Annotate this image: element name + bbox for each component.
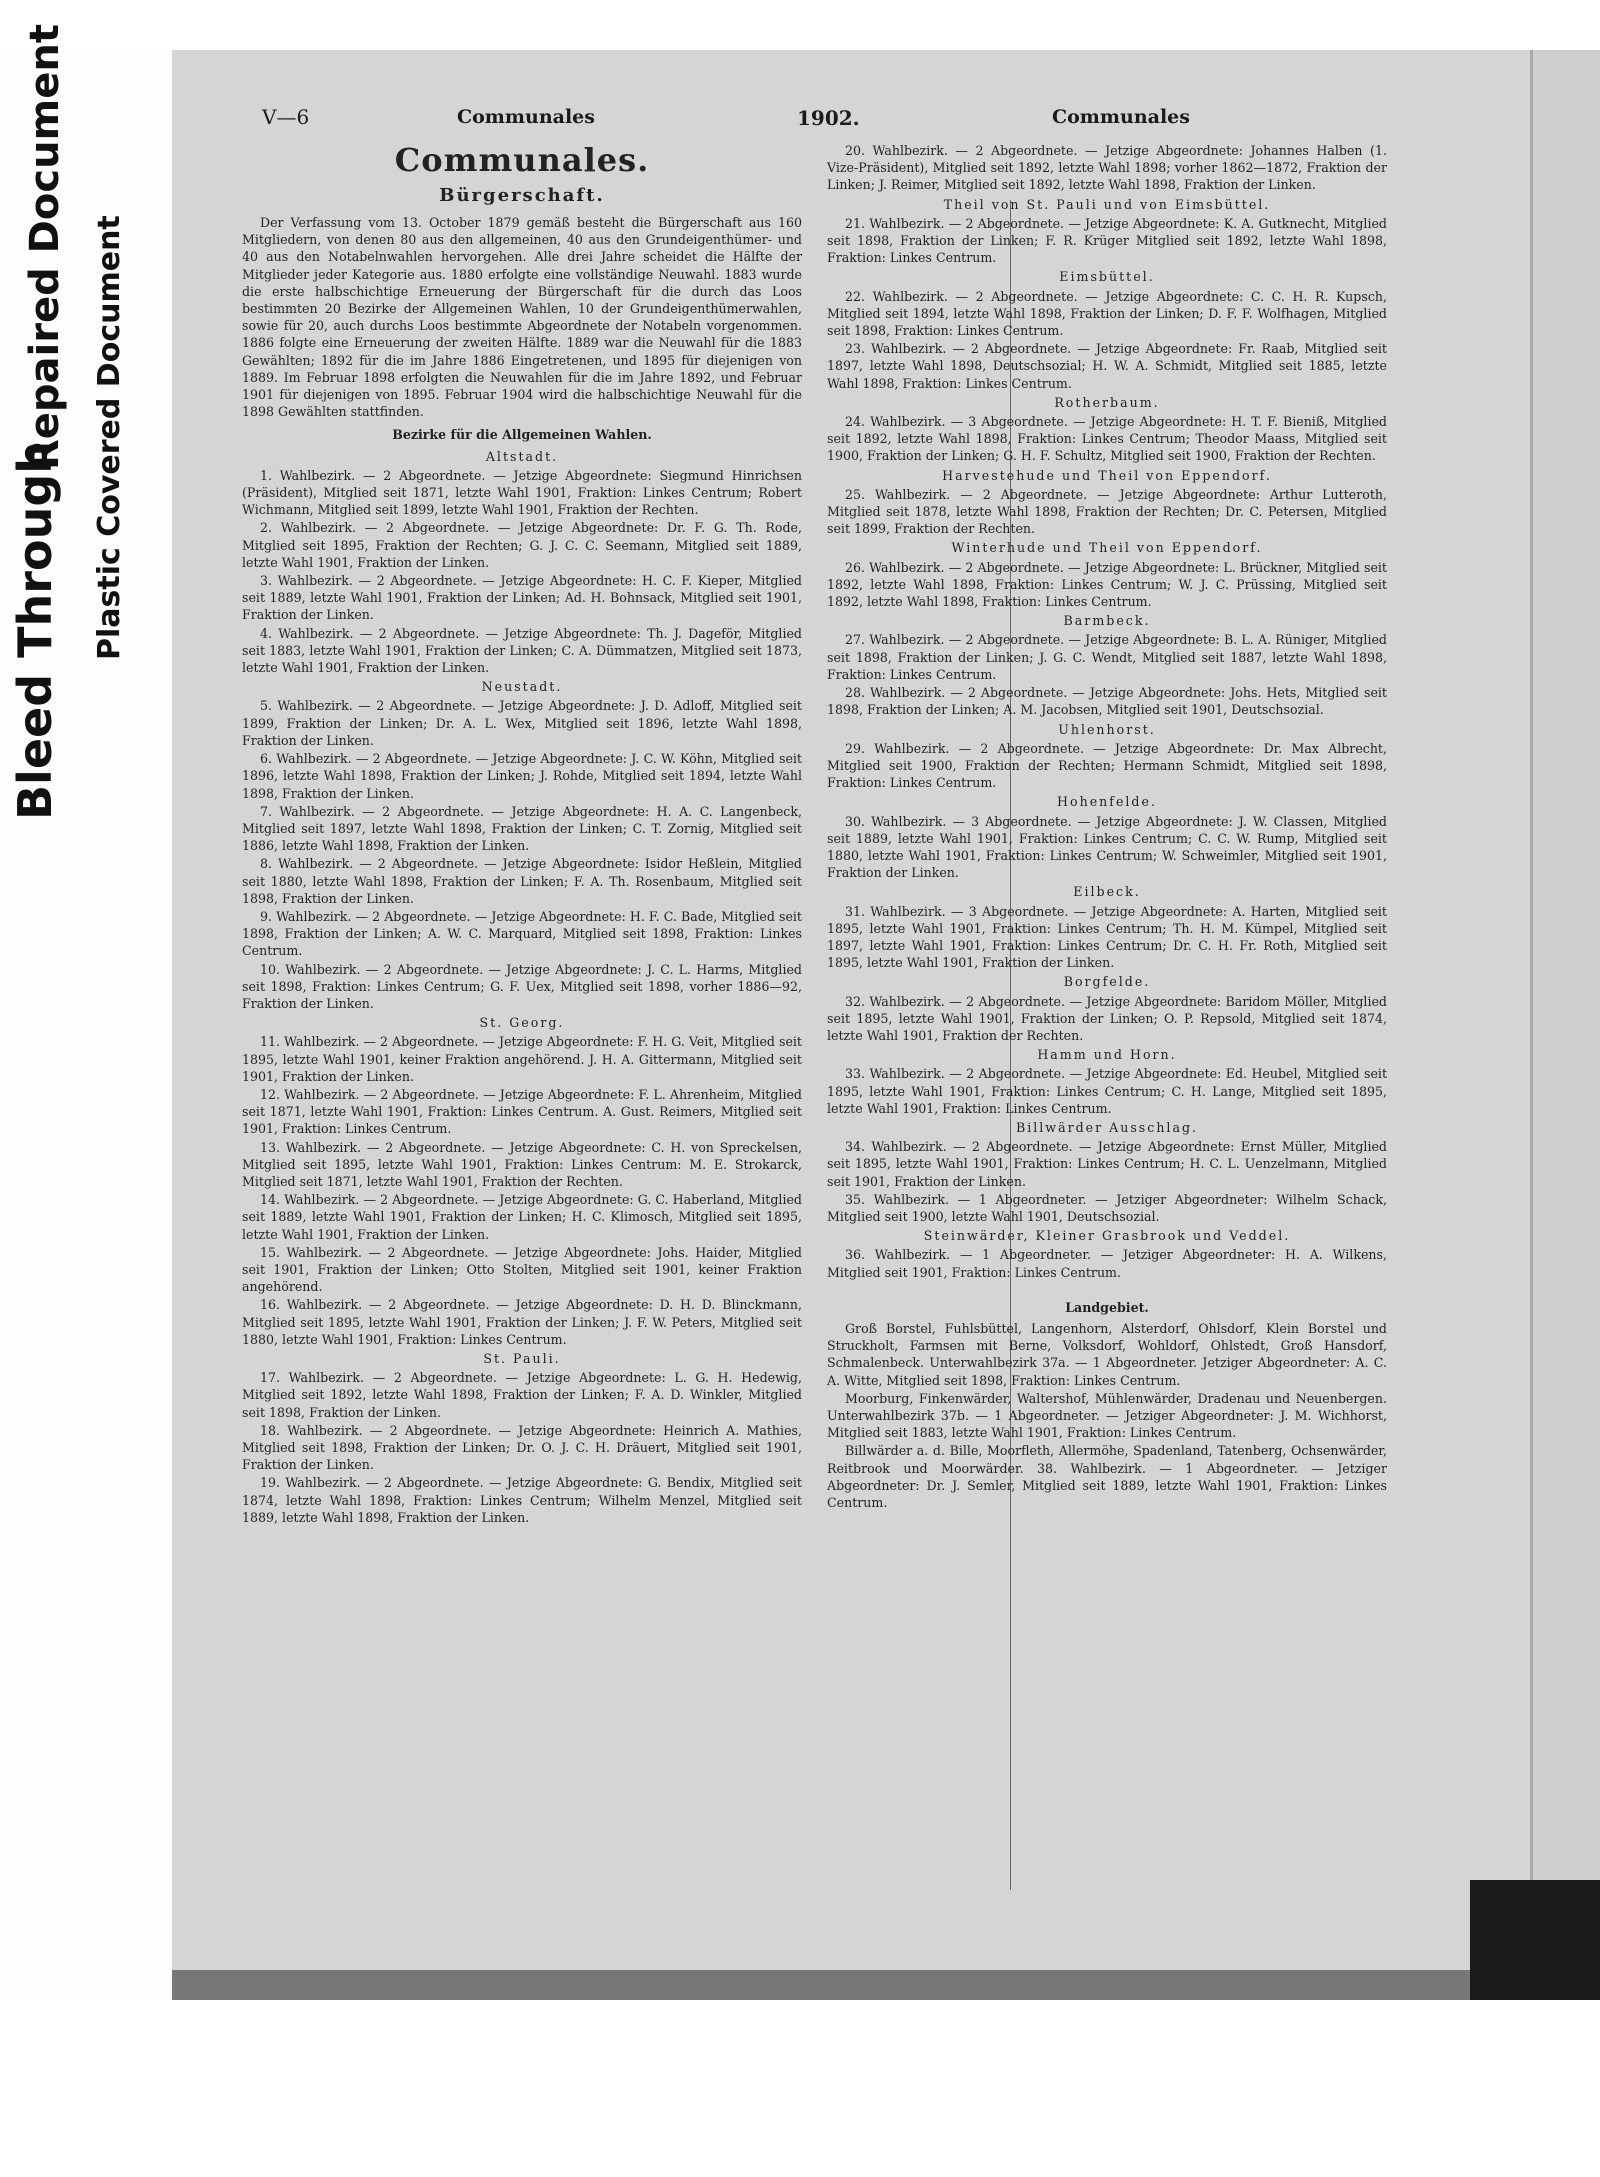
district-heading: Barmbeck. xyxy=(1063,613,1151,629)
district-heading: Steinwärder, Kleiner Grasbrook und Veddel. xyxy=(923,1228,1291,1244)
constituency-entry: 4. Wahlbezirk. — 2 Abgeordnete. — Jetzige Abgeordnete: Th. J. Dageför, Mitglied seit 1883, letzte Wahl 1901, Fraktion der Linken; C. A. Dümmatzen, Mitglied seit 1873, letzte Wahl 1901, Fraktion der Linken. xyxy=(242,625,802,676)
constituency-entry: 33. Wahlbezirk. — 2 Abgeordnete. — Jetzige Abgeordnete: Ed. Heubel, Mitglied seit 1895, letzte Wahl 1901, Fraktion: Linkes Centrum; C. H. Lange, Mitglied seit 1895, letzte Wahl 1901, Fraktion: Linkes Centrum. xyxy=(827,1066,1387,1116)
landgebiet-heading: Landgebiet. xyxy=(1065,1299,1149,1315)
constituency-entry: 19. Wahlbezirk. — 2 Abgeordnete. — Jetzige Abgeordnete: G. Bendix, Mitglied seit 1874, letzte Wahl 1898, Fraktion: Linkes Centrum; Wilhelm Menzel, Mitglied seit 1889, letzte Wahl 1898, Fraktion der Linken. xyxy=(242,1475,802,1525)
constituency-entry: 9. Wahlbezirk. — 2 Abgeordnete. — Jetzige Abgeordnete: H. F. C. Bade, Mitglied seit 1898, Fraktion der Linken; A. W. C. Marquard, Mitglied seit 1898, Fraktion: Linkes Centrum. xyxy=(242,908,802,959)
constituency-entry: 20. Wahlbezirk. — 2 Abgeordnete. — Jetzige Abgeordnete: Johannes Halben (1. Vize-Präsident), Mitglied seit 1892, letzte Wahl 1898; vorher 1862—1872, Fraktion der Linken; J. Reimer, Mitglied seit 1892, letzte Wahl 1898, Fraktion der Linken. xyxy=(827,143,1387,193)
left-column xyxy=(242,140,802,1527)
right-column xyxy=(827,142,1387,1512)
district-heading: Rotherbaum. xyxy=(1054,394,1160,410)
label-bleed-through: Bleed Through xyxy=(8,440,62,820)
constituency-entry: 32. Wahlbezirk. — 2 Abgeordnete. — Jetzige Abgeordnete: Baridom Möller, Mitglied seit 1895, letzte Wahl 1901, Fraktion der Linken; O. P. Repsold, Mitglied seit 1874, letzte Wahl 1901, Fraktion der Rechten. xyxy=(827,993,1387,1043)
constituency-entry: 14. Wahlbezirk. — 2 Abgeordnete. — Jetzige Abgeordnete: G. C. Haberland, Mitglied seit 1889, letzte Wahl 1901, Fraktion der Linken; H. C. Klimosch, Mitglied seit 1895, letzte Wahl 1901, Fraktion der Linken. xyxy=(242,1192,802,1242)
constituency-entry: 15. Wahlbezirk. — 2 Abgeordnete. — Jetzige Abgeordnete: Johs. Haider, Mitglied seit 1901, Fraktion der Linken; Otto Stolten, Mitglied seit 1901, keiner Fraktion angehörend. xyxy=(242,1244,802,1295)
constituency-entry: 30. Wahlbezirk. — 3 Abgeordnete. — Jetzige Abgeordnete: J. W. Classen, Mitglied seit 1889, letzte Wahl 1901, Fraktion: Linkes Centrum; C. C. W. Rump, Mitglied seit 1880, letzte Wahl 1901, Fraktion: Linkes Centrum; W. Schweimler, Mitglied seit 1901, Fraktion der Linken. xyxy=(827,813,1387,881)
constituency-entry: 35. Wahlbezirk. — 1 Abgeordneter. — Jetziger Abgeordneter: Wilhelm Schack, Mitglied seit 1900, letzte Wahl 1901, Deutschsozial. xyxy=(827,1191,1387,1224)
scan-background xyxy=(0,24,1600,2000)
scan-dark-corner xyxy=(1470,1880,1600,2000)
constituency-entry: 31. Wahlbezirk. — 3 Abgeordnete. — Jetzige Abgeordnete: A. Harten, Mitglied seit 1895, letzte Wahl 1901, Fraktion: Linkes Centrum; Th. H. M. Kümpel, Mitglied seit 1897, letzte Wahl 1901, Fraktion: Linkes Centrum; Dr. C. H. Fr. Roth, Mitglied seit 1895, letzte Wahl 1901, Fraktion der Linken. xyxy=(827,903,1387,971)
constituency-entry: 21. Wahlbezirk. — 2 Abgeordnete. — Jetzige Abgeordnete: K. A. Gutknecht, Mitglied seit 1898, Fraktion der Linken; F. R. Krüger Mitglied seit 1892, letzte Wahl 1898, Fraktion: Linkes Centrum. xyxy=(827,215,1387,266)
district-heading: Altstadt. xyxy=(485,448,559,464)
label-repaired-document: Repaired Document xyxy=(22,24,68,470)
district-heading: Hamm und Horn. xyxy=(1037,1047,1177,1063)
district-heading: Theil von St. Pauli und von Eimsbüttel. xyxy=(943,196,1271,212)
label-plastic-covered: Plastic Covered Document xyxy=(92,215,127,660)
running-head-year: 1902. xyxy=(797,106,860,130)
district-heading: Uhlenhorst. xyxy=(1058,721,1156,737)
district-heading: Eilbeck. xyxy=(1073,884,1141,900)
constituency-entry: 6. Wahlbezirk. — 2 Abgeordnete. — Jetzige Abgeordnete: J. C. W. Köhn, Mitglied seit 1896, letzte Wahl 1898, Fraktion der Linken; J. Rohde, Mitglied seit 1894, letzte Wahl 1898, Fraktion der Linken. xyxy=(242,751,802,801)
constituency-entry: 17. Wahlbezirk. — 2 Abgeordnete. — Jetzige Abgeordnete: L. G. H. Hedewig, Mitglied seit 1892, letzte Wahl 1898, Fraktion der Linken; F. A. D. Winkler, Mitglied seit 1898, Fraktion der Linken. xyxy=(242,1370,802,1420)
constituency-entry: 10. Wahlbezirk. — 2 Abgeordnete. — Jetzige Abgeordnete: J. C. L. Harms, Mitglied seit 1898, Fraktion: Linkes Centrum; G. F. Uex, Mitglied seit 1898, vorher 1886—92, Fraktion der Linken. xyxy=(242,961,802,1011)
district-heading: St. Pauli. xyxy=(483,1351,561,1366)
right-margin-strip xyxy=(1533,50,1600,2000)
section-heading: Bezirke für die Allgemeinen Wahlen. xyxy=(392,427,652,443)
constituency-entry: 36. Wahlbezirk. — 1 Abgeordneter. — Jetziger Abgeordneter: H. A. Wilkens, Mitglied seit 1901, Fraktion: Linkes Centrum. xyxy=(827,1247,1387,1280)
constituency-entry: 12. Wahlbezirk. — 2 Abgeordnete. — Jetzige Abgeordnete: F. L. Ahrenheim, Mitglied seit 1871, letzte Wahl 1901, Fraktion: Linkes Centrum. A. Gust. Reimers, Mitglied seit 1901, Fraktion: Linkes Centrum. xyxy=(242,1086,802,1137)
constituency-entry: 29. Wahlbezirk. — 2 Abgeordnete. — Jetzige Abgeordnete: Dr. Max Albrecht, Mitglied seit 1900, Fraktion der Rechten; Hermann Schmidt, Mitglied seit 1898, Fraktion: Linkes Centrum. xyxy=(827,740,1387,791)
constituency-entry: 13. Wahlbezirk. — 2 Abgeordnete. — Jetzige Abgeordnete: C. H. von Spreckelsen, Mitglied seit 1895, letzte Wahl 1901, Fraktion: Linkes Centrum: M. E. Strokarck, Mitglied seit 1871, letzte Wahl 1901, Fraktion der Rechten. xyxy=(242,1139,802,1189)
running-head-right: Communales xyxy=(1052,106,1190,128)
intro-paragraph: Der Verfassung vom 13. October 1879 gemäß besteht die Bürgerschaft aus 160 Mitgliedern, von denen 80 aus den allgemeinen, 40 aus den Grundeigenthümer- und 40 aus den Notabelnwahlen hervorgehen. Alle drei Jahre scheidet die Hälfte der Mitglieder jeder Kategorie aus. 1880 erfolgte eine vollständige Neuwahl. 1883 wurde die erste halbschichtige Erneuerung der Bürgerschaft für die durch das Loos bestimmten 20 Bezirke der Allgemeinen Wahlen, 10 der Grundeigenthümerwahlen, sowie für 20, auch durchs Loos bestimmte Abgeordnete der Notabeln vorgenommen. 1886 folgte eine Erneuerung der zweiten Hälfte. 1889 war die Neuwahl für die 1883 Gewählten; 1892 für die im Jahre 1886 Eingetretenen, und 1895 für diejenigen von 1889. Im Februar 1898 erfolgten die Neuwahlen für die im Jahre 1892, und Februar 1901 für diejenigen von 1895. Februar 1904 wird die halbschichtige Neuwahl für die 1898 Gewählten stattfinden. xyxy=(242,215,802,420)
section-title-buergerschaft: Bürgerschaft. xyxy=(439,185,605,206)
district-heading: St. Georg. xyxy=(479,1015,565,1031)
constituency-entry: 34. Wahlbezirk. — 2 Abgeordnete. — Jetzige Abgeordnete: Ernst Müller, Mitglied seit 1895, letzte Wahl 1901, Fraktion: Linkes Centrum; H. C. L. Uenzelmann, Mitglied seit 1901, Fraktion der Linken. xyxy=(827,1139,1387,1189)
constituency-entry: 27. Wahlbezirk. — 2 Abgeordnete. — Jetzige Abgeordnete: B. L. A. Rüniger, Mitglied seit 1898, Fraktion der Linken; J. G. C. Wendt, Mitglied seit 1887, letzte Wahl 1898, Fraktion: Linkes Centrum. xyxy=(827,632,1387,682)
constituency-entry: 8. Wahlbezirk. — 2 Abgeordnete. — Jetzige Abgeordnete: Isidor Heßlein, Mitglied seit 1880, letzte Wahl 1898, Fraktion der Linken; F. A. Th. Rosenbaum, Mitglied seit 1898, Fraktion der Linken. xyxy=(242,856,802,906)
landgebiet-entry: Moorburg, Finkenwärder, Waltershof, Mühlenwärder, Dradenau und Neuenbergen. Unterwahlbezirk 37b. — 1 Abgeordneter. — Jetziger Abgeordneter: J. M. Wichhorst, Mitglied seit 1883, letzte Wahl 1901, Fraktion: Linkes Centrum. xyxy=(827,1390,1387,1441)
constituency-entry: 25. Wahlbezirk. — 2 Abgeordnete. — Jetzige Abgeordnete: Arthur Lutteroth, Mitglied seit 1878, letzte Wahl 1898, Fraktion der Rechten; Dr. C. Petersen, Mitglied seit 1899, Fraktion der Rechten. xyxy=(827,486,1387,537)
district-heading: Eimsbüttel. xyxy=(1059,269,1155,285)
constituency-entry: 7. Wahlbezirk. — 2 Abgeordnete. — Jetzige Abgeordnete: H. A. C. Langenbeck, Mitglied seit 1897, letzte Wahl 1898, Fraktion der Linken; C. T. Zornig, Mitglied seit 1886, letzte Wahl 1898, Fraktion der Linken. xyxy=(242,803,802,854)
constituency-entry: 23. Wahlbezirk. — 2 Abgeordnete. — Jetzige Abgeordnete: Fr. Raab, Mitglied seit 1897, letzte Wahl 1898, Deutschsozial; H. W. A. Schmidt, Mitglied seit 1885, letzte Wahl 1898, Fraktion: Linkes Centrum. xyxy=(827,341,1387,391)
constituency-entry: 24. Wahlbezirk. — 3 Abgeordnete. — Jetzige Abgeordnete: H. T. F. Bieniß, Mitglied seit 1892, letzte Wahl 1898, Fraktion: Linkes Centrum; Theodor Maass, Mitglied seit 1900, Fraktion der Linken; G. H. F. Schultz, Mitglied seit 1900, Fraktion der Rechten. xyxy=(827,414,1387,464)
constituency-entry: 2. Wahlbezirk. — 2 Abgeordnete. — Jetzige Abgeordnete: Dr. F. G. Th. Rode, Mitglied seit 1895, Fraktion der Rechten; G. J. C. C. Seemann, Mitglied seit 1889, letzte Wahl 1901, Fraktion der Linken. xyxy=(242,520,802,570)
left-margin-strip xyxy=(0,24,172,2000)
page-title: Communales. xyxy=(394,141,650,179)
constituency-entry: 5. Wahlbezirk. — 2 Abgeordnete. — Jetzige Abgeordnete: J. D. Adloff, Mitglied seit 1899, Fraktion der Linken; Dr. A. L. Wex, Mitglied seit 1896, letzte Wahl 1898, Fraktion der Linken. xyxy=(242,698,802,748)
district-heading: Borgfelde. xyxy=(1063,974,1151,990)
district-heading: Harvestehude und Theil von Eppendorf. xyxy=(942,467,1272,483)
constituency-entry: 28. Wahlbezirk. — 2 Abgeordnete. — Jetzige Abgeordnete: Johs. Hets, Mitglied seit 1898, Fraktion der Linken; A. M. Jacobsen, Mitglied seit 1901, Deutschsozial. xyxy=(827,685,1387,718)
landgebiet-entry: Groß Borstel, Fuhlsbüttel, Langenhorn, Alsterdorf, Ohlsdorf, Klein Borstel und Struckholt, Farmsen mit Berne, Volksdorf, Wohldorf, Ohlstedt, Groß Hansdorf, Schmalenbeck. Unterwahlbezirk 37a. — 1 Abgeordneter. Jetziger Abgeordneter: A. C. A. Witte, Mitglied seit 1898, Fraktion: Linkes Centrum. xyxy=(827,1321,1387,1388)
page-number: V—6 xyxy=(262,105,310,129)
constituency-entry: 26. Wahlbezirk. — 2 Abgeordnete. — Jetzige Abgeordnete: L. Brückner, Mitglied seit 1892, letzte Wahl 1898, Fraktion: Linkes Centrum; W. J. C. Prüssing, Mitglied seit 1892, letzte Wahl 1898, Fraktion: Linkes Centrum. xyxy=(827,559,1387,610)
constituency-entry: 22. Wahlbezirk. — 2 Abgeordnete. — Jetzige Abgeordnete: C. C. H. R. Kupsch, Mitglied seit 1894, letzte Wahl 1898, Fraktion der Linken; D. F. F. Wolfhagen, Mitglied seit 1898, Fraktion: Linkes Centrum. xyxy=(827,288,1387,339)
constituency-entry: 3. Wahlbezirk. — 2 Abgeordnete. — Jetzige Abgeordnete: H. C. F. Kieper, Mitglied seit 1889, letzte Wahl 1901, Fraktion der Linken; Ad. H. Bohnsack, Mitglied seit 1901, Fraktion der Linken. xyxy=(242,573,802,623)
running-head-left: Communales xyxy=(457,106,595,128)
district-heading: Hohenfelde. xyxy=(1057,794,1157,810)
constituency-entry: 18. Wahlbezirk. — 2 Abgeordnete. — Jetzige Abgeordnete: Heinrich A. Mathies, Mitglied seit 1898, Fraktion der Linken; Dr. O. J. C. H. Dräuert, Mitglied seit 1901, Fraktion der Linken. xyxy=(242,1422,802,1473)
constituency-entry: 16. Wahlbezirk. — 2 Abgeordnete. — Jetzige Abgeordnete: D. H. D. Blinckmann, Mitglied seit 1895, letzte Wahl 1901, Fraktion der Linken; J. F. W. Peters, Mitglied seit 1880, letzte Wahl 1901, Fraktion: Linkes Centrum. xyxy=(242,1297,802,1347)
document-page xyxy=(172,50,1533,1970)
district-heading: Winterhude und Theil von Eppendorf. xyxy=(951,540,1263,556)
landgebiet-entry: Billwärder a. d. Bille, Moorfleth, Allermöhe, Spadenland, Tatenberg, Ochsenwärder, Reitbrook und Moorwärder. 38. Wahlbezirk. — 1 Abgeordneter. — Jetziger Abgeordneter: Dr. J. Semler, Mitglied seit 1889, letzte Wahl 1901, Fraktion: Linkes Centrum. xyxy=(827,1443,1387,1511)
district-heading: Billwärder Ausschlag. xyxy=(1015,1119,1199,1135)
constituency-entry: 1. Wahlbezirk. — 2 Abgeordnete. — Jetzige Abgeordnete: Siegmund Hinrichsen (Präsident), Mitglied seit 1871, letzte Wahl 1901, Fraktion: Linkes Centrum; Robert Wichmann, Mitglied seit 1899, letzte Wahl 1901, Fraktion der Rechten. xyxy=(242,467,802,518)
district-heading: Neustadt. xyxy=(481,679,563,695)
constituency-entry: 11. Wahlbezirk. — 2 Abgeordnete. — Jetzige Abgeordnete: F. H. G. Veit, Mitglied seit 1895, letzte Wahl 1901, keiner Fraktion angehörend. J. H. A. Gittermann, Mitglied seit 1901, Fraktion der Linken. xyxy=(242,1034,802,1084)
